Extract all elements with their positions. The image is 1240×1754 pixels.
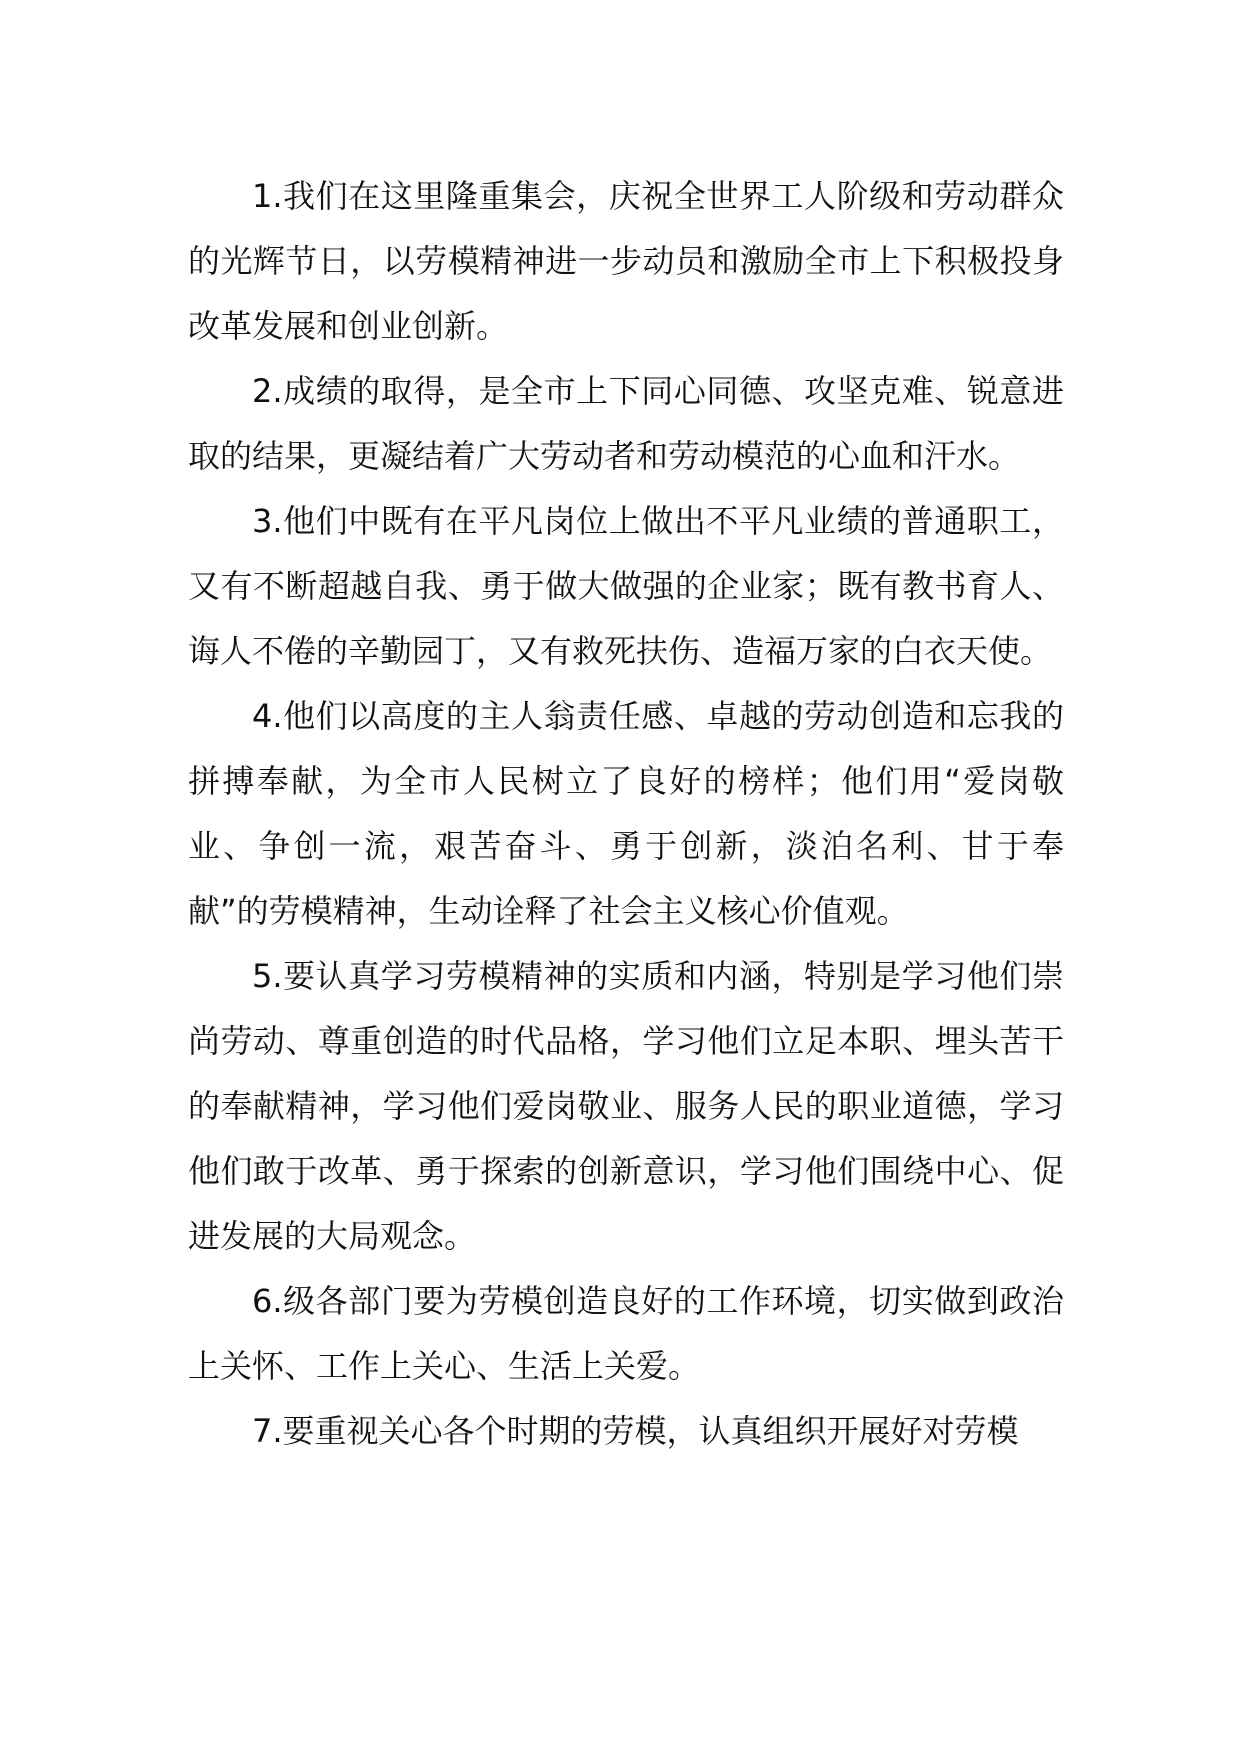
paragraph-2: 2.成绩的取得，是全市上下同心同德、攻坚克难、锐意进取的结果，更凝结着广大劳动者和劳动模范的心血和汗水。: [188, 372, 1064, 475]
body-text: [188, 164, 1064, 1464]
paragraph-5: 5.要认真学习劳模精神的实质和内涵，特别是学习他们崇尚劳动、尊重创造的时代品格，学习他们立足本职、埋头苦干的奉献精神，学习他们爱岗敬业、服务人民的职业道德，学习他们敢于改革、勇于探索的创新意识，学习他们围绕中心、促进发展的大局观念。: [188, 957, 1064, 1255]
paragraph-4: 4.他们以高度的主人翁责任感、卓越的劳动创造和忘我的拼搏奉献，为全市人民树立了良好的榜样；他们用“爱岗敬业、争创一流，艰苦奋斗、勇于创新，淡泊名利、甘于奉献”的劳模精神，生动诠释了社会主义核心价值观。: [188, 697, 1064, 930]
paragraph-3: 3.他们中既有在平凡岗位上做出不平凡业绩的普通职工，又有不断超越自我、勇于做大做强的企业家；既有教书育人、诲人不倦的辛勤园丁，又有救死扶伤、造福万家的白衣天使。: [188, 502, 1064, 670]
paragraph-7: 7.要重视关心各个时期的劳模，认真组织开展好对劳模: [252, 1412, 1019, 1450]
paragraph-6: 6.级各部门要为劳模创造良好的工作环境，切实做到政治上关怀、工作上关心、生活上关爱。: [188, 1282, 1064, 1385]
paragraph-1: 1.我们在这里隆重集会，庆祝全世界工人阶级和劳动群众的光辉节日，以劳模精神进一步动员和激励全市上下积极投身改革发展和创业创新。: [188, 177, 1064, 345]
